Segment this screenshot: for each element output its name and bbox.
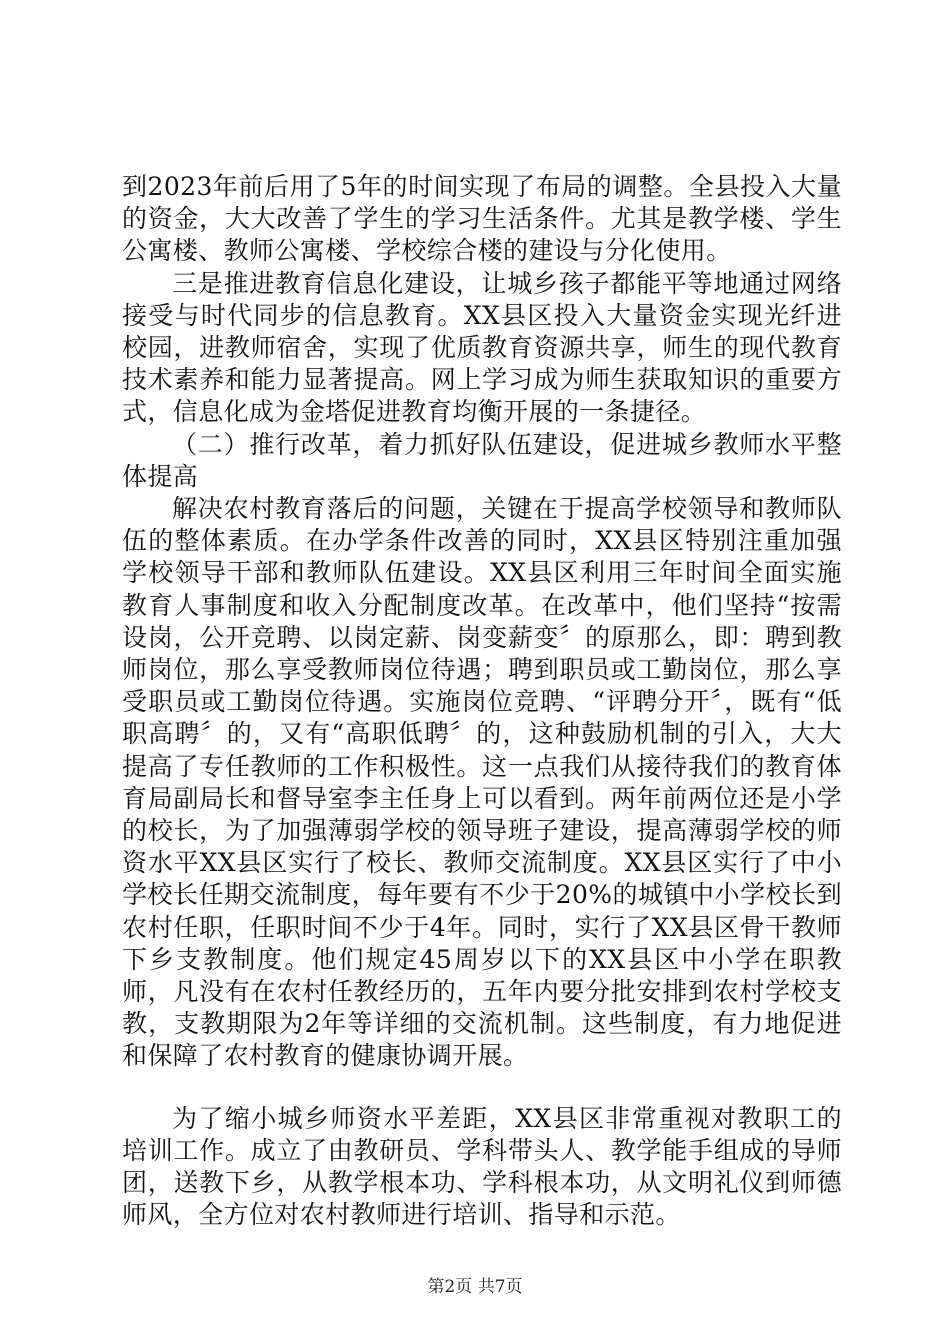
paragraph-spacer (122, 1073, 842, 1103)
paragraph-informatization: 三是推进教育信息化建设，让城乡孩子都能平等地通过网络接受与时代同步的信息教育。XX县区投入大量资金实现光纤进校园，进教师宿舍，实现了优质教育资源共享，师生的现代教育技术素养和能力显著提高。网上学习成为师生获取知识的重要方式，信息化成为金塔促进教育均衡开展的一条捷径。 (122, 268, 842, 427)
paragraph-teacher-reform: 解决农村教育落后的问题，关键在于提高学校领导和教师队伍的整体素质。在办学条件改善的同时，XX县区特别注重加强学校领导干部和教师队伍建设。XX县区利用三年时间全面实施教育人事制度和收入分配制度改革。在改革中，他们坚持“按需设岗，公开竞聘、以岗定薪、岗变薪变〞的原那么，即：聘到教师岗位，那么享受教师岗位待遇；聘到职员或工勤岗位，那么享受职员或工勤岗位待遇。实施岗位竞聘、“评聘分开〞，既有“低职高聘〞的，又有“高职低聘〞的，这种鼓励机制的引入，大大提高了专任教师的工作积极性。这一点我们从接待我们的教育体育局副局长和督导室李主任身上可以看到。两年前两位还是小学的校长，为了加强薄弱学校的领导班子建设，提高薄弱学校的师资水平XX县区实行了校长、教师交流制度。XX县区实行了中小学校长任期交流制度，每年要有不少于20%的城镇中小学校长到农村任职，任职时间不少于4年。同时，实行了XX县区骨干教师下乡支教制度。他们规定45周岁以下的XX县区中小学在职教师，凡没有在农村任教经历的，五年内要分批安排到农村学校支教，支教期限为2年等详细的交流机制。这些制度，有力地促进和保障了农村教育的健康协调开展。 (122, 494, 842, 1071)
section-heading-reform: （二）推行改革，着力抓好队伍建设，促进城乡教师水平整体提高 (122, 429, 842, 491)
document-body (122, 171, 842, 1232)
page-footer: 第2页 共7页 (427, 1277, 523, 1297)
paragraph-layout-adjustment: 到2023年前后用了5年的时间实现了布局的调整。全县投入大量的资金，大大改善了学生的学习生活条件。尤其是教学楼、学生公寓楼、教师公寓楼、学校综合楼的建设与分化使用。 (122, 172, 842, 266)
paragraph-teacher-training: 为了缩小城乡师资水平差距，XX县区非常重视对教职工的培训工作。成立了由教研员、学科带头人、教学能手组成的导师团，送教下乡，从教学根本功、学科根本功，从文明礼仪到师德师风，全方位对农村教师进行培训、指导和示范。 (122, 1103, 842, 1230)
